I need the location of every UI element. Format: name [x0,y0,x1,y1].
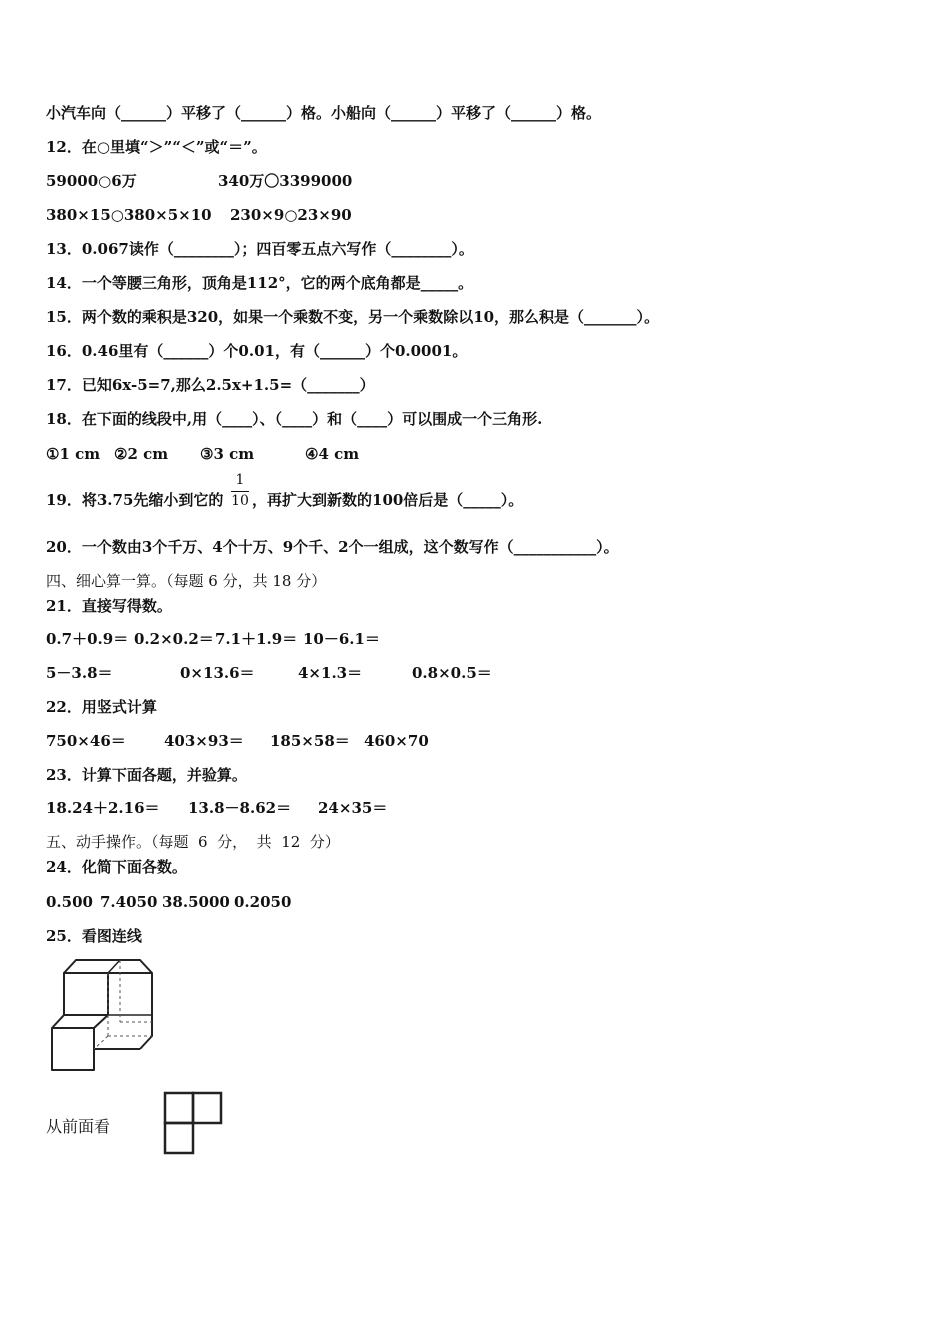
q11-text: 小汽车向（______）平移了（______）格。小船向（______）平移了（______）格。 [46,104,602,122]
q18-option-4: ④4 cm [305,445,360,463]
fraction-numerator: 1 [235,472,245,488]
q22-item-2: 403×93＝ [164,732,244,750]
q18-option-3: ③3 cm [200,445,255,463]
q19-text-after: ，再扩大到新数的100倍后是（_____）。 [252,491,524,509]
q12-title: 12．在○里填“＞”“＜”或“＝”。 [46,138,267,156]
q12-item-4: 230×9○23×90 [230,206,352,224]
q22-item-1: 750×46＝ [46,732,126,750]
q17-text: 17．已知6x-5=7,那么2.5x+1.5=（_______） [46,376,375,394]
q18-option-2: ②2 cm [114,445,169,463]
q12-item-2: 340万〇3399000 [218,172,353,190]
section-5-heading: 五、动手操作。（每题 6 分， 共 12 分） [46,833,340,851]
q21-title: 21．直接写得数。 [46,597,172,615]
q21-item-1: 0.7＋0.9＝ [46,630,129,648]
q24-item-2: 7.4050 [100,893,158,911]
q25-title: 25．看图连线 [46,927,142,945]
q16-text: 16．0.46里有（______）个0.01，有（______）个0.0001。 [46,342,468,360]
q22-item-4: 460×70 [364,732,429,750]
section-4-heading: 四、细心算一算。（每题 6 分，共 18 分） [46,572,327,590]
q19-text-before: 19．将3.75先缩小到它的 [46,491,224,509]
front-view-label: 从前面看 [46,1117,111,1136]
q18-option-1: ①1 cm [46,445,101,463]
q23-item-3: 24×35＝ [318,799,388,817]
q18-text: 18．在下面的线段中,用（____）、（____）和（____）可以围成一个三角形. [46,410,543,428]
q14-text: 14．一个等腰三角形，顶角是112°，它的两个底角都是_____。 [46,274,474,292]
q24-item-3: 38.5000 [162,893,230,911]
q23-item-1: 18.24＋2.16＝ [46,799,160,817]
q21-item-4: 10－6.1＝ [303,630,380,648]
q23-title: 23．计算下面各题，并验算。 [46,766,247,784]
q20-text: 20．一个数由3个千万、4个十万、9个千、2个一组成，这个数写作（___________）。 [46,538,619,556]
fraction-bar [231,491,249,492]
front-view-figure [162,1090,226,1158]
q21-item-3: 7.1＋1.9＝ [215,630,298,648]
q21-item-6: 0×13.6＝ [180,664,255,682]
q12-item-1: 59000○6万 [46,172,137,190]
q22-title: 22．用竖式计算 [46,698,157,716]
q12-item-3: 380×15○380×5×10 [46,206,212,224]
q21-item-7: 4×1.3＝ [298,664,363,682]
q21-item-2: 0.2×0.2＝ [134,630,214,648]
q13-text: 13．0.067读作（________）；四百零五点六写作（________）。 [46,240,474,258]
q24-item-1: 0.500 [46,893,93,911]
q23-item-2: 13.8－8.62＝ [188,799,292,817]
q21-item-5: 5－3.8＝ [46,664,113,682]
q24-item-4: 0.2050 [234,893,292,911]
fraction-denominator: 10 [231,493,249,509]
q24-title: 24．化简下面各数。 [46,858,187,876]
cube-stack-figure [44,956,159,1076]
q22-item-3: 185×58＝ [270,732,350,750]
q21-item-8: 0.8×0.5＝ [412,664,492,682]
q15-text: 15．两个数的乘积是320，如果一个乘数不变，另一个乘数除以10，那么积是（_______）。 [46,308,660,326]
